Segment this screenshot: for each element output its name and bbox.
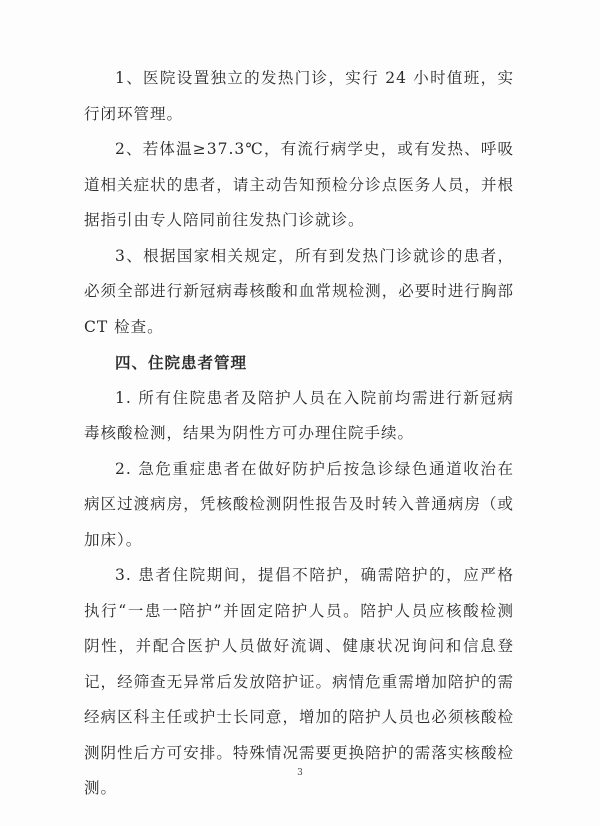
- paragraph-temperature-screening: 2、若体温≥37.3℃，有流行病学史，或有发热、呼吸道相关症状的患者，请主动告知预检分诊点医务人员，并根据指引由专人陪同前往发热门诊就诊。: [84, 140, 514, 229]
- paragraph-critical-patients: 2. 急危重症患者在做好防护后按急诊绿色通道收治在病区过渡病房，凭核酸检测阴性报告及时转入普通病房（或加床）。: [84, 459, 514, 549]
- paragraph-escort-policy: 3. 患者住院期间，提倡不陪护，确需陪护的，应严格执行“一患一陪护”并固定陪护人员。陪护人员应核酸检测阴性，并配合医护人员做好流调、健康状况询问和信息登记，经筛查无异常后发放陪护证。病情危重需增加陪护的需经病区科主任或护士长同意，增加的陪护人员也必须核酸检测阴性后方可安排。特殊情况需要更换陪护的需落实核酸检测。: [84, 566, 514, 797]
- section-heading-inpatient-management: 四、住院患者管理: [115, 353, 248, 372]
- page-number: 3: [297, 768, 303, 778]
- paragraph-fever-clinic-testing: 3、根据国家相关规定，所有到发热门诊就诊的患者，必须全部进行新冠病毒核酸和血常规检测，必要时进行胸部 CT 检查。: [84, 246, 514, 336]
- document-body: [84, 61, 514, 807]
- paragraph-inpatient-testing: 1. 所有住院患者及陪护人员在入院前均需进行新冠病毒核酸检测，结果为阴性方可办理住院手续。: [84, 388, 514, 442]
- paragraph-fever-clinic-setup: 1、医院设置独立的发热门诊，实行 24 小时值班，实行闭环管理。: [84, 69, 514, 123]
